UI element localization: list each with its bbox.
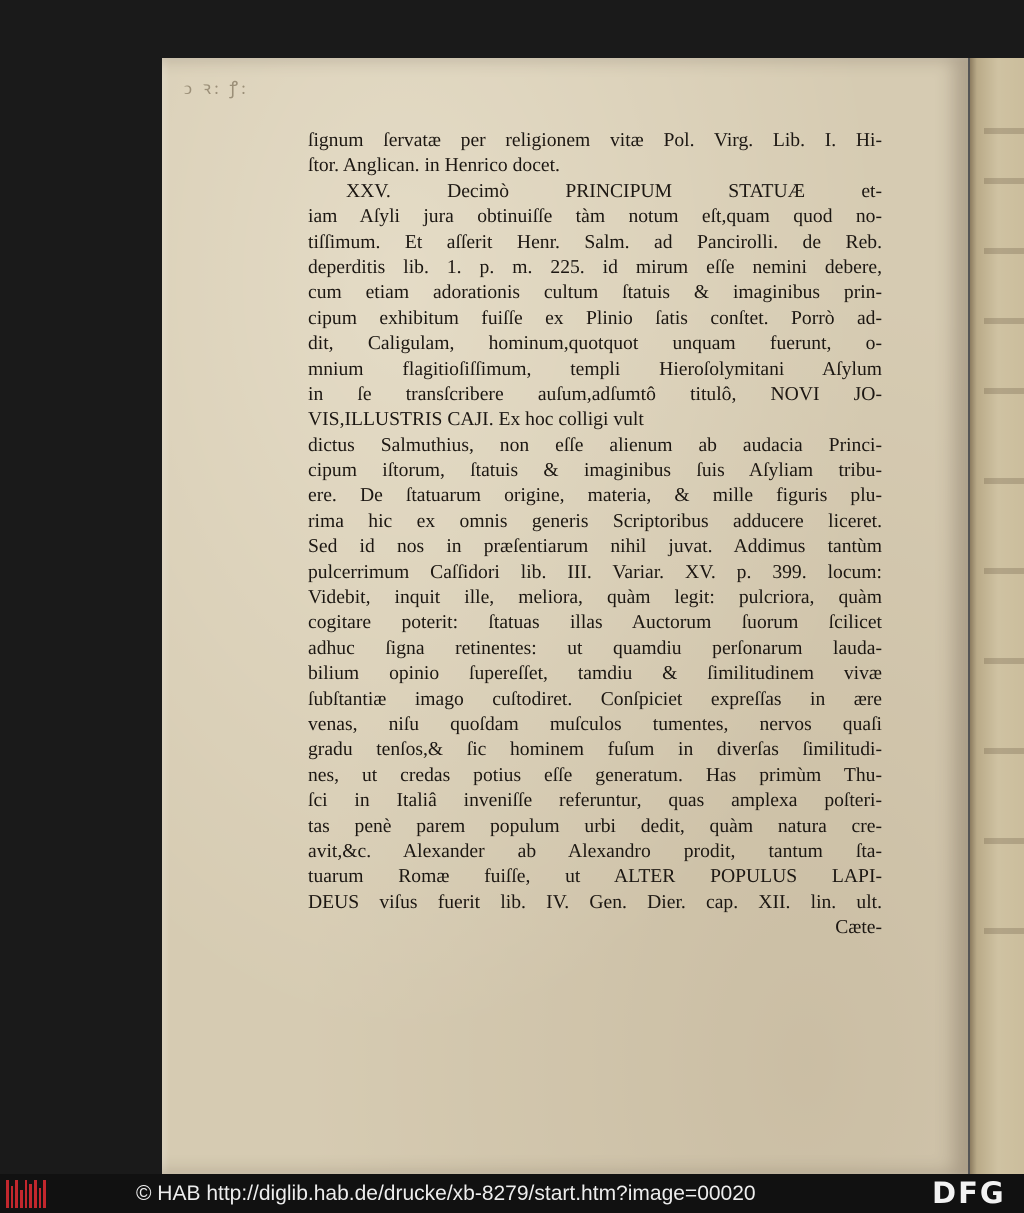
page-text-block (308, 128, 882, 941)
text-line: ſubſtantiæ imago cuſtodiret. Conſpiciet expreſſas in ære (308, 688, 882, 710)
text-line: tas penè parem populum urbi dedit, quàm natura cre- (308, 815, 882, 837)
text-line: VIS,ILLUSTRIS CAJI. Ex hoc colligi vult (308, 409, 644, 431)
text-line: ſignum ſervatæ per religionem vitæ Pol. Virg. Lib. I. Hi- (308, 130, 882, 151)
text-line: venas, niſu quoſdam muſculos tumentes, nervos quaſi (308, 713, 882, 735)
text-line: avit,&c. Alexander ab Alexandro prodit, tantum ſta- (308, 840, 882, 862)
text-line: pulcerrimum Caſſidori lib. III. Variar. XV. p. 399. locum: (308, 561, 882, 583)
book-page (162, 58, 968, 1174)
text-line: dit, Caligulam, hominum,quotquot unquam fuerunt, o- (308, 333, 882, 355)
text-line: cipum iſtorum, ſtatuis & imaginibus ſuis Aſyliam tribu- (308, 460, 882, 482)
dfg-logo[interactable]: DFG (932, 1176, 1006, 1210)
text-line: rima hic ex omnis generis Scriptoribus adducere liceret. (308, 510, 882, 532)
text-line: deperditis lib. 1. p. m. 225. id mirum eſſe nemini debere, (308, 256, 882, 278)
footer-bar (0, 1174, 1024, 1213)
page-mark: ↄ ꝛ: ꝭ: (184, 78, 250, 98)
text-line: ſci in Italiâ inveniſſe referuntur, quas amplexa poſteri- (308, 790, 882, 812)
text-line: iam Aſyli jura obtinuiſſe tàm notum eſt,quam quod no- (308, 206, 882, 228)
text-line: mnium flagitioſiſſimum, templi Hieroſolymitani Aſylum (308, 358, 882, 380)
text-line: DEUS viſus fuerit lib. IV. Gen. Dier. cap. XII. lin. ult. (308, 891, 882, 913)
text-line: tiſſimum. Et aſſerit Henr. Salm. ad Pancirolli. de Reb. (308, 231, 882, 253)
text-line: bilium opinio ſupereſſet, tamdiu & ſimilitudinem vivæ (308, 663, 882, 685)
text-line: cipum exhibitum fuiſſe ex Plinio ſatis conſtet. Porrò ad- (308, 307, 882, 329)
text-line: XXV. Decimò PRINCIPUM STATUÆ et- (346, 180, 882, 202)
text-line: tuarum Romæ fuiſſe, ut ALTER POPULUS LAPI- (308, 866, 882, 888)
text-line: Videbit, inquit ille, meliora, quàm legit: pulcriora, quàm (308, 587, 882, 609)
facing-page-edge (968, 58, 1024, 1174)
text-line: ſtor. Anglican. in Henrico docet. (308, 155, 560, 177)
text-line: nes, ut credas potius eſſe generatum. Has primùm Thu- (308, 764, 882, 786)
text-line: adhuc ſigna retinentes: ut quamdiu perſonarum lauda- (308, 637, 882, 659)
text-line: gradu tenſos,& ſic hominem fuſum in diverſas ſimilitudi- (308, 739, 882, 761)
text-line: Sed id nos in præſentiarum nihil juvat. Addimus tantùm (308, 536, 882, 558)
text-line: dictus Salmuthius, non eſſe alienum ab audacia Princi- (308, 434, 882, 456)
text-line: ere. De ſtatuarum origine, materia, & mille figuris plu- (308, 485, 882, 507)
catchword: Cæte- (835, 917, 882, 939)
text-line: in ſe transſcribere auſum,adſumtô titulô, NOVI JO- (308, 383, 882, 405)
hab-barcode-logo-icon[interactable] (6, 1180, 46, 1208)
source-url[interactable]: © HAB http://diglib.hab.de/drucke/xb-8279/start.htm?image=00020 (136, 1182, 756, 1205)
text-line: cogitare poterit: ſtatuas illas Auctorum ſuorum ſcilicet (308, 612, 882, 634)
text-line: cum etiam adorationis cultum ſtatuis & imaginibus prin- (308, 282, 882, 304)
